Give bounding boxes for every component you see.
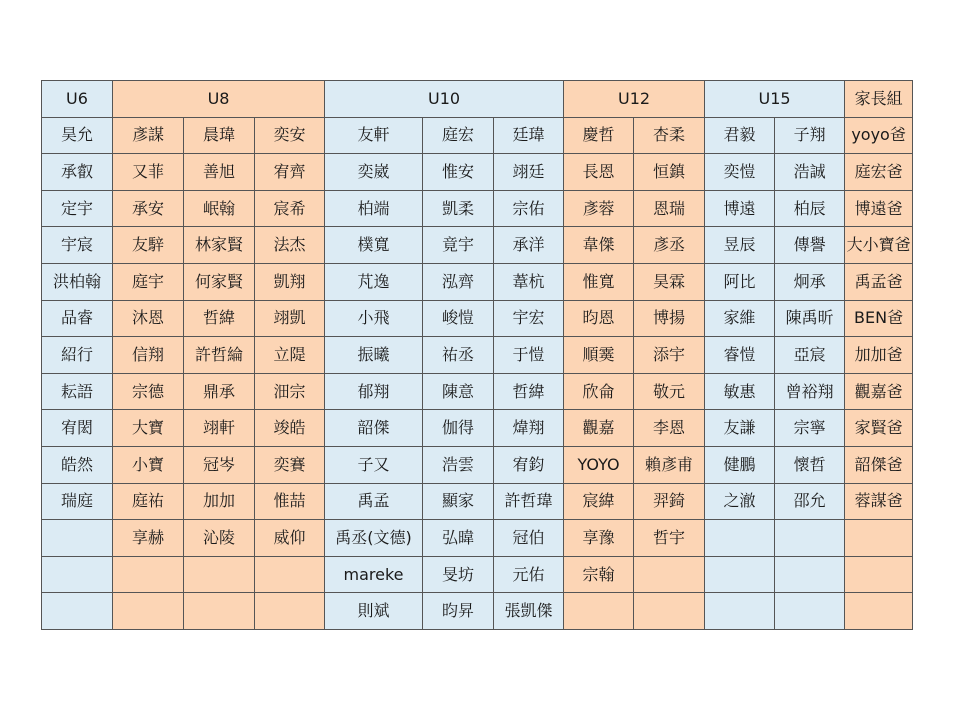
- team-roster-table: [41, 80, 913, 630]
- cell-u8: 法杰: [255, 227, 325, 264]
- cell-u6: 耘語: [42, 373, 113, 410]
- cell-u15: [705, 520, 775, 557]
- cell-u8: 竣皓: [255, 410, 325, 447]
- cell-u8: 彥謀: [113, 117, 184, 154]
- cell-u10: 冠伯: [494, 520, 564, 557]
- cell-u15: 友謙: [705, 410, 775, 447]
- cell-u15: 敏惠: [705, 373, 775, 410]
- cell-u10: 郁翔: [325, 373, 423, 410]
- cell-parents: 加加爸: [845, 337, 913, 374]
- cell-u8: 庭祐: [113, 483, 184, 520]
- cell-u10: 惟安: [423, 154, 494, 191]
- cell-u10: 則斌: [325, 593, 423, 630]
- cell-u10: 樸寬: [325, 227, 423, 264]
- cell-parents: 禹孟爸: [845, 263, 913, 300]
- table-row: [42, 446, 913, 483]
- cell-u15: 陳禹昕: [775, 300, 845, 337]
- cell-u10: 旻坊: [423, 556, 494, 593]
- cell-u15: 子翔: [775, 117, 845, 154]
- cell-parents: [845, 556, 913, 593]
- cell-u8: 宥齊: [255, 154, 325, 191]
- cell-u12: 哲宇: [634, 520, 705, 557]
- cell-u12: 博揚: [634, 300, 705, 337]
- cell-u10: 小飛: [325, 300, 423, 337]
- cell-u10: 宇宏: [494, 300, 564, 337]
- cell-u10: 顯家: [423, 483, 494, 520]
- cell-u12: YOYO: [564, 446, 634, 483]
- cell-u8: 威仰: [255, 520, 325, 557]
- table-row: [42, 410, 913, 447]
- cell-u10: 伽得: [423, 410, 494, 447]
- cell-u12: 享豫: [564, 520, 634, 557]
- cell-u10: 禹丞(文德): [325, 520, 423, 557]
- cell-u15: 宗寧: [775, 410, 845, 447]
- cell-u12: 韋傑: [564, 227, 634, 264]
- table-row: [42, 520, 913, 557]
- cell-u10: 弘暐: [423, 520, 494, 557]
- cell-u12: 惟寬: [564, 263, 634, 300]
- cell-u8: [184, 556, 255, 593]
- cell-u12: 慶哲: [564, 117, 634, 154]
- cell-u15: 亞宸: [775, 337, 845, 374]
- cell-u8: 林家賢: [184, 227, 255, 264]
- cell-u12: [634, 556, 705, 593]
- cell-u12: 昀恩: [564, 300, 634, 337]
- cell-u8: 沺宗: [255, 373, 325, 410]
- cell-u8: 惟喆: [255, 483, 325, 520]
- cell-u15: 炯承: [775, 263, 845, 300]
- cell-u8: 冠岑: [184, 446, 255, 483]
- cell-u15: 邵允: [775, 483, 845, 520]
- cell-u15: 健鵬: [705, 446, 775, 483]
- cell-u8: 小寶: [113, 446, 184, 483]
- cell-u8: 晨瑋: [184, 117, 255, 154]
- cell-u12: 宸緯: [564, 483, 634, 520]
- cell-u15: 之澈: [705, 483, 775, 520]
- cell-u8: [184, 593, 255, 630]
- cell-u8: 鼎承: [184, 373, 255, 410]
- cell-u6: 洪柏翰: [42, 263, 113, 300]
- cell-u10: 哲緯: [494, 373, 564, 410]
- header-parents: 家長組: [845, 81, 913, 118]
- cell-u15: 阿比: [705, 263, 775, 300]
- cell-u12: [564, 593, 634, 630]
- cell-u12: 恩瑞: [634, 190, 705, 227]
- table-row: [42, 154, 913, 191]
- cell-u8: 庭宇: [113, 263, 184, 300]
- cell-u6: 品睿: [42, 300, 113, 337]
- cell-u10: 韶傑: [325, 410, 423, 447]
- table-row: [42, 593, 913, 630]
- table-row: [42, 227, 913, 264]
- cell-u15: 博遠: [705, 190, 775, 227]
- cell-u10: 宗佑: [494, 190, 564, 227]
- header-row: [42, 81, 913, 118]
- table-row: [42, 190, 913, 227]
- cell-u12: 添宇: [634, 337, 705, 374]
- cell-u10: 庭宏: [423, 117, 494, 154]
- cell-parents: 觀嘉爸: [845, 373, 913, 410]
- cell-u6: 宇宸: [42, 227, 113, 264]
- cell-u8: 友騂: [113, 227, 184, 264]
- cell-u8: 立隄: [255, 337, 325, 374]
- cell-u6: 宥閎: [42, 410, 113, 447]
- cell-u8: 哲緯: [184, 300, 255, 337]
- cell-u10: 葦杭: [494, 263, 564, 300]
- cell-u8: 許哲綸: [184, 337, 255, 374]
- cell-u6: 紹行: [42, 337, 113, 374]
- cell-u12: 敬元: [634, 373, 705, 410]
- cell-u8: 凱翔: [255, 263, 325, 300]
- cell-u8: 翊軒: [184, 410, 255, 447]
- cell-u8: 又菲: [113, 154, 184, 191]
- table-row: [42, 556, 913, 593]
- cell-u8: 宗德: [113, 373, 184, 410]
- cell-u10: 承洋: [494, 227, 564, 264]
- cell-u6: [42, 556, 113, 593]
- cell-u15: [705, 593, 775, 630]
- cell-u10: 泓齊: [423, 263, 494, 300]
- cell-u8: 沁陵: [184, 520, 255, 557]
- cell-u6: [42, 520, 113, 557]
- cell-u8: 奕賽: [255, 446, 325, 483]
- cell-u12: 順霙: [564, 337, 634, 374]
- cell-u10: 昀昇: [423, 593, 494, 630]
- cell-u12: 昊霖: [634, 263, 705, 300]
- cell-u8: 承安: [113, 190, 184, 227]
- table-row: [42, 483, 913, 520]
- cell-u8: 岷翰: [184, 190, 255, 227]
- cell-u15: 昱辰: [705, 227, 775, 264]
- table-row: [42, 300, 913, 337]
- header-u15: U15: [705, 81, 845, 118]
- cell-u6: [42, 593, 113, 630]
- cell-u8: 加加: [184, 483, 255, 520]
- cell-u15: 家維: [705, 300, 775, 337]
- cell-u15: 柏辰: [775, 190, 845, 227]
- cell-u10: mareke: [325, 556, 423, 593]
- cell-u10: 柏端: [325, 190, 423, 227]
- cell-u12: 觀嘉: [564, 410, 634, 447]
- header-u6: U6: [42, 81, 113, 118]
- table-row: [42, 337, 913, 374]
- cell-parents: 家賢爸: [845, 410, 913, 447]
- cell-u6: 昊允: [42, 117, 113, 154]
- cell-u15: 睿愷: [705, 337, 775, 374]
- cell-u10: 祐丞: [423, 337, 494, 374]
- cell-u8: 翊凱: [255, 300, 325, 337]
- cell-u10: 元佑: [494, 556, 564, 593]
- cell-u6: 瑞庭: [42, 483, 113, 520]
- header-u10: U10: [325, 81, 564, 118]
- cell-u10: 禹孟: [325, 483, 423, 520]
- cell-u10: 振曦: [325, 337, 423, 374]
- cell-u8: 善旭: [184, 154, 255, 191]
- cell-u12: 李恩: [634, 410, 705, 447]
- cell-parents: [845, 520, 913, 557]
- cell-u15: 浩誠: [775, 154, 845, 191]
- cell-parents: yoyo爸: [845, 117, 913, 154]
- cell-u15: 傳譽: [775, 227, 845, 264]
- cell-u8: 享赫: [113, 520, 184, 557]
- cell-u10: 廷瑋: [494, 117, 564, 154]
- cell-u10: 張凱傑: [494, 593, 564, 630]
- cell-u10: 竟宇: [423, 227, 494, 264]
- cell-u8: 大寶: [113, 410, 184, 447]
- cell-u15: 君毅: [705, 117, 775, 154]
- cell-u6: 皓然: [42, 446, 113, 483]
- cell-u12: 宗翰: [564, 556, 634, 593]
- cell-u12: 杏柔: [634, 117, 705, 154]
- cell-u15: [775, 593, 845, 630]
- cell-u8: 宸希: [255, 190, 325, 227]
- cell-u10: 友軒: [325, 117, 423, 154]
- cell-u15: [775, 556, 845, 593]
- header-u12: U12: [564, 81, 705, 118]
- cell-u10: 煒翔: [494, 410, 564, 447]
- cell-u15: [775, 520, 845, 557]
- cell-u12: 恒鎮: [634, 154, 705, 191]
- cell-u10: 陳意: [423, 373, 494, 410]
- cell-u12: 羿錡: [634, 483, 705, 520]
- cell-u8: 何家賢: [184, 263, 255, 300]
- cell-u12: 彥蓉: [564, 190, 634, 227]
- header-u8: U8: [113, 81, 325, 118]
- cell-u15: [705, 556, 775, 593]
- cell-parents: 庭宏爸: [845, 154, 913, 191]
- cell-parents: 韶傑爸: [845, 446, 913, 483]
- cell-u8: [113, 593, 184, 630]
- cell-u10: 許哲瑋: [494, 483, 564, 520]
- cell-u10: 凱柔: [423, 190, 494, 227]
- table-row: [42, 373, 913, 410]
- cell-parents: 蓉謀爸: [845, 483, 913, 520]
- cell-u8: 信翔: [113, 337, 184, 374]
- cell-u6: 承叡: [42, 154, 113, 191]
- cell-u15: 奕愷: [705, 154, 775, 191]
- cell-u10: 浩雲: [423, 446, 494, 483]
- cell-u8: [255, 593, 325, 630]
- cell-u12: 欣侖: [564, 373, 634, 410]
- cell-u8: [255, 556, 325, 593]
- cell-u8: 奕安: [255, 117, 325, 154]
- table-row: [42, 263, 913, 300]
- cell-parents: [845, 593, 913, 630]
- cell-u8: 沐恩: [113, 300, 184, 337]
- cell-u12: 長恩: [564, 154, 634, 191]
- cell-u8: [113, 556, 184, 593]
- cell-u12: 賴彥甫: [634, 446, 705, 483]
- cell-u10: 子又: [325, 446, 423, 483]
- cell-parents: 大小寶爸: [845, 227, 913, 264]
- table-row: [42, 117, 913, 154]
- cell-u10: 于愷: [494, 337, 564, 374]
- cell-u10: 奕崴: [325, 154, 423, 191]
- cell-u15: 懷哲: [775, 446, 845, 483]
- cell-u6: 定宇: [42, 190, 113, 227]
- cell-u12: 彥丞: [634, 227, 705, 264]
- cell-u10: 峻愷: [423, 300, 494, 337]
- cell-u10: 芃逸: [325, 263, 423, 300]
- cell-u15: 曾裕翔: [775, 373, 845, 410]
- cell-u12: [634, 593, 705, 630]
- cell-parents: 博遠爸: [845, 190, 913, 227]
- cell-parents: BEN爸: [845, 300, 913, 337]
- cell-u10: 翊廷: [494, 154, 564, 191]
- cell-u10: 宥鈞: [494, 446, 564, 483]
